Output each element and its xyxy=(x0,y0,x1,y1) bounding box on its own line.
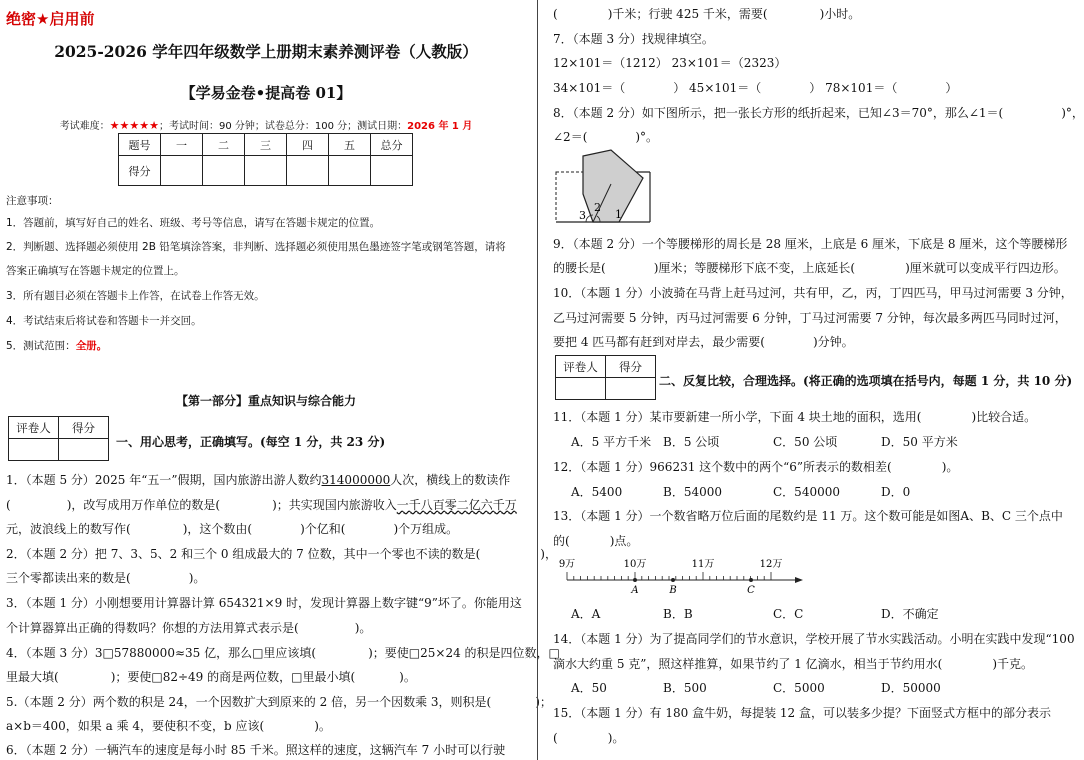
q14-line-a: 14．（本题 1 分）为了提高同学们的节水意识，学校开展了节水实践活动。小明在实践中发现“100 xyxy=(553,632,1075,646)
q12-text: )。 xyxy=(941,460,959,474)
q5-text: )。 xyxy=(314,719,331,733)
q6-line-b xyxy=(553,6,860,22)
score-cell[interactable] xyxy=(371,156,413,186)
q15-line-a: 15．（本题 1 分）有 180 盒牛奶，每提装 12 盒，可以装多少提？下面竖式方框中的部分表示 xyxy=(553,706,1051,720)
secret-label: 绝密★启用前 xyxy=(6,10,95,28)
q4-line-b xyxy=(6,669,416,685)
note-item: 3．所有题目必须在答题卡上作答，在试卷上作答无效。 xyxy=(6,290,265,302)
q4-text: )；要使□25×24 的积是四位数，□ xyxy=(368,646,560,660)
grader-input-row xyxy=(9,439,109,461)
q10-text: 要把 4 匹马都有赶到对岸去，最少需要( xyxy=(553,335,765,349)
grader-table xyxy=(8,416,109,461)
q5-text: 5.（本题 2 分）两个数的积是 24，一个因数扩大到原来的 2 倍，另一个因数乘 3，则积是( xyxy=(6,695,492,709)
note-scope xyxy=(6,339,107,353)
option-a[interactable]: A．50 xyxy=(571,681,607,695)
note-item: 1．答题前，填写好自己的姓名、班级、考号等信息，请写在答题卡规定的位置。 xyxy=(6,217,381,229)
q9-text: )厘米；等腰梯形下底不变，上底延长( xyxy=(653,261,856,275)
q4-line-a xyxy=(6,645,560,661)
score-cell[interactable] xyxy=(161,156,203,186)
meta-middle: ；考试时间：90 分钟；试卷总分：100 分；测试日期： xyxy=(158,121,408,132)
point-label-b: B xyxy=(669,585,677,596)
option-d[interactable]: D．不确定 xyxy=(881,607,939,621)
q15-line-b xyxy=(553,730,624,746)
notes-title: 注意事项： xyxy=(6,195,59,207)
q8-text: )°， xyxy=(1061,106,1084,120)
score-cell[interactable] xyxy=(245,156,287,186)
grader-header-row xyxy=(556,356,656,378)
q7-text: 34×101＝（ xyxy=(553,81,626,95)
q13-text: 的( xyxy=(553,534,570,548)
meta-prefix: 考试难度： xyxy=(59,121,110,132)
q3-line-b xyxy=(6,620,371,636)
q1-line-b xyxy=(6,497,517,513)
q8-text: ∠2＝( xyxy=(553,130,588,144)
note-item: 4．考试结束后将试卷和答题卡一并交回。 xyxy=(6,315,202,327)
q10-line-b: 乙马过河需要 5 分钟，丙马过河需要 6 分钟，丁马过河需要 7 分钟，每次最多两匹马同时过河， xyxy=(553,311,1067,325)
score-header-cell: 二 xyxy=(203,134,245,156)
q9-text: 的腰长是( xyxy=(553,261,606,275)
tick-label: 11万 xyxy=(691,559,715,570)
section-two-heading: 二、反复比较，合理选择。(将正确的选项填在括号内，每题 1 分，共 10 分) xyxy=(659,374,1073,388)
score-header-cell: 题号 xyxy=(119,134,161,156)
q1-text: 1．（本题 5 分）2025 年“五一”假期，国内旅游出游人数约 xyxy=(6,473,322,487)
q3-text: )。 xyxy=(354,621,372,635)
q6-text: ( xyxy=(553,7,558,21)
q1-text-end: 人次，横线上的数读作 xyxy=(390,473,511,487)
exam-subtitle: 【学易金卷•提高卷 01】 xyxy=(180,84,352,102)
q1-line-c xyxy=(6,521,458,537)
q4-text: 4．（本题 3 分）3□57880000≈35 亿，那么□里应该填( xyxy=(6,646,317,660)
point-label-c: C xyxy=(747,585,755,596)
tick-label: 10万 xyxy=(623,559,647,570)
q15-text: )。 xyxy=(607,731,625,745)
score-header-cell: 一 xyxy=(161,134,203,156)
q8-line-b xyxy=(553,129,658,145)
q7-line: 7．（本题 3 分）找规律填空。 xyxy=(553,32,714,46)
q12-text: 12．（本题 1 分）966231 这个数中的两个“6”所表示的数相差( xyxy=(553,460,892,474)
q5-text: a×b＝400，如果 a 乘 4，要使积不变，b 应该( xyxy=(6,719,265,733)
difficulty-stars: ★★★★★ xyxy=(109,119,159,132)
grader-label: 得分 xyxy=(59,417,109,439)
q1-text: )，这个数由( xyxy=(182,522,253,536)
q15-text: ( xyxy=(553,731,558,745)
q9-line-b xyxy=(553,260,1066,276)
option-d[interactable]: D．50 平方米 xyxy=(881,435,958,449)
point-a xyxy=(633,578,637,582)
q1-text: )个万组成。 xyxy=(393,522,459,536)
grader-label: 评卷人 xyxy=(9,417,59,439)
option-c[interactable]: C．50 公顷 xyxy=(773,435,838,449)
q3-line-a: 3．（本题 1 分）小刚想要用计算器计算 654321×9 时，发现计算器上数字键“9”坏了。你能用这 xyxy=(6,596,522,610)
score-table-row xyxy=(119,156,413,186)
grader-header-row xyxy=(9,417,109,439)
column-divider xyxy=(537,0,538,760)
meta-date: 2026 年 1 月 xyxy=(407,121,473,132)
q2-text: 三个零都读出来的数是( xyxy=(6,571,131,585)
option-b[interactable]: B．500 xyxy=(663,681,707,695)
option-a[interactable]: A．A xyxy=(571,607,601,621)
q4-text: 里最大填( xyxy=(6,670,59,684)
q14-options xyxy=(571,680,941,696)
angle-label-1: 1 xyxy=(615,208,622,221)
q10-line-a: 10．（本题 1 分）小波骑在马背上赶马过河，共有甲，乙，丙，丁四匹马，甲马过河需要 3 分钟， xyxy=(553,286,1073,300)
scope-value: 全册。 xyxy=(75,340,108,352)
q1-line-a xyxy=(6,472,510,488)
q1-underlined-number: 314000000 xyxy=(321,473,391,487)
q7-blanks xyxy=(553,80,957,96)
score-table xyxy=(118,133,413,186)
score-header-cell: 五 xyxy=(329,134,371,156)
q14-text: 滴水大约重 5 克”，照这样推算，如果节约了 1 亿滴水，相当于节约用水( xyxy=(553,657,943,671)
option-d[interactable]: D．50000 xyxy=(881,681,941,695)
q13-line-a: 13．（本题 1 分）一个数省略万位后面的尾数约是 11 万。这个数可能是如图A、B、C 三个点中 xyxy=(553,509,1063,523)
tick-label: 12万 xyxy=(759,559,783,570)
grader-cell[interactable] xyxy=(556,378,606,400)
score-row-label: 得分 xyxy=(119,156,161,186)
q12-options xyxy=(571,484,910,500)
q8-text: 8．（本题 2 分）如下图所示，把一张长方形的纸折起来，已知∠3＝70°，那么∠1＝( xyxy=(553,106,1004,120)
option-c[interactable]: C．5000 xyxy=(773,681,825,695)
option-c[interactable]: C．C xyxy=(773,607,804,621)
number-line-arrow xyxy=(795,577,803,583)
q7-text: ） 45×101＝（ xyxy=(673,81,762,95)
q11-line xyxy=(553,409,1036,425)
option-b[interactable]: B．5 公顷 xyxy=(663,435,720,449)
q8-line-a xyxy=(553,105,1084,121)
grader-label: 得分 xyxy=(606,356,656,378)
q6-line-a: 6．（本题 2 分）一辆汽车的速度是每小时 85 千米。照这样的速度，这辆汽车 7 小时可以行驶 xyxy=(6,743,506,757)
q4-text: )；要使□82÷49 的商是两位数，□里最小填( xyxy=(110,670,356,684)
option-b[interactable]: B．B xyxy=(663,607,693,621)
q6-text: )小时。 xyxy=(819,7,861,21)
point-label-a: A xyxy=(631,585,639,596)
q3-text: 个计算器算出正确的得数吗？你想的方法用算式表示是( xyxy=(6,621,299,635)
score-cell[interactable] xyxy=(329,156,371,186)
q8-text: )°。 xyxy=(635,130,659,144)
q9-text: )厘米就可以变成平行四边形。 xyxy=(905,261,1066,275)
q11-text: 11．（本题 1 分）某市要新建一所小学，下面 4 块土地的面积，选用( xyxy=(553,410,922,424)
grader-cell[interactable] xyxy=(59,439,109,461)
q12-line xyxy=(553,459,958,475)
left-column xyxy=(6,0,560,760)
q10-text: )分钟。 xyxy=(812,335,854,349)
q1-text: 元，波浪线上的数写作( xyxy=(6,522,131,536)
point-b xyxy=(671,578,675,582)
score-table-header-row xyxy=(119,134,413,156)
grader-cell[interactable] xyxy=(9,439,59,461)
q7-text: ） 78×101＝（ xyxy=(809,81,898,95)
q1-wavy-text: 一千八百零二亿六千万 xyxy=(396,498,517,512)
number-line-figure xyxy=(559,556,809,596)
q1-text: )；共实现国内旅游收入 xyxy=(272,498,397,512)
q14-line-b xyxy=(553,656,1033,672)
part-one-title: 【第一部分】重点知识与综合能力 xyxy=(175,394,356,408)
grader-label: 评卷人 xyxy=(556,356,606,378)
q9-line-a: 9．（本题 2 分）一个等腰梯形的周长是 28 厘米，上底是 6 厘米，下底是 8 厘米，这个等腰梯形 xyxy=(553,237,1068,251)
q11-text: )比较合适。 xyxy=(971,410,1037,424)
q6-text: )千米；行驶 425 千米，需要( xyxy=(607,7,768,21)
scope-label: 5．测试范围： xyxy=(6,340,76,352)
section-one-heading: 一、用心思考，正确填写。(每空 1 分，共 23 分) xyxy=(116,435,386,449)
score-header-cell: 三 xyxy=(245,134,287,156)
option-b[interactable]: B．54000 xyxy=(663,485,722,499)
q13-text: )点。 xyxy=(609,534,639,548)
q1-text: )个亿和( xyxy=(300,522,346,536)
note-item: 2．判断题、选择题必须使用 2B 铅笔填涂答案，非判断、选择题必须使用黑色墨迹签字笔或钢笔答题，请将 xyxy=(6,241,506,253)
q2-line-a xyxy=(6,546,557,562)
grader-cell[interactable] xyxy=(606,378,656,400)
q2-text: )。 xyxy=(188,571,206,585)
right-column xyxy=(553,0,1084,760)
point-c xyxy=(749,578,753,582)
q7-example: 12×101＝（1212） 23×101＝（2323） xyxy=(553,56,787,70)
q11-options xyxy=(571,434,958,450)
angle-label-3: 3 xyxy=(579,209,586,222)
q13-line-b xyxy=(553,533,638,549)
q5-line-a xyxy=(6,694,552,710)
grader-table xyxy=(555,355,656,400)
option-a[interactable]: A．5400 xyxy=(571,485,623,499)
q14-text: )千克。 xyxy=(992,657,1034,671)
q7-text: ） xyxy=(945,81,958,95)
q2-line-b xyxy=(6,570,205,586)
score-header-cell: 总分 xyxy=(371,134,413,156)
note-item: 答案正确填写在答题卡规定的位置上。 xyxy=(6,265,185,277)
score-cell[interactable] xyxy=(203,156,245,186)
angle-label-2: 2 xyxy=(594,201,601,214)
q4-text: )。 xyxy=(399,670,416,684)
exam-title: 2025-2026 学年四年级数学上册期末素养测评卷（人教版） xyxy=(54,42,478,61)
q13-options xyxy=(571,606,939,622)
option-d[interactable]: D．0 xyxy=(881,485,911,499)
q2-text: )， xyxy=(540,547,557,561)
q1-text: )，改写成用万作单位的数是( xyxy=(66,498,221,512)
q1-text: ( xyxy=(6,498,11,512)
score-cell[interactable] xyxy=(287,156,329,186)
option-a[interactable]: A．5 平方千米 xyxy=(571,435,652,449)
q5-text: )； xyxy=(535,695,552,709)
score-header-cell: 四 xyxy=(287,134,329,156)
q10-line-c xyxy=(553,334,854,350)
grader-input-row xyxy=(556,378,656,400)
exam-meta xyxy=(6,117,526,132)
number-line-ticks xyxy=(567,572,771,580)
option-c[interactable]: C．540000 xyxy=(773,485,840,499)
folded-paper-figure xyxy=(553,148,663,228)
q5-line-b xyxy=(6,718,331,734)
tick-label: 9万 xyxy=(558,559,576,570)
q2-text: 2．（本题 2 分）把 7、3、5、2 和三个 0 组成最大的 7 位数，其中一个零也不读的数是( xyxy=(6,547,481,561)
